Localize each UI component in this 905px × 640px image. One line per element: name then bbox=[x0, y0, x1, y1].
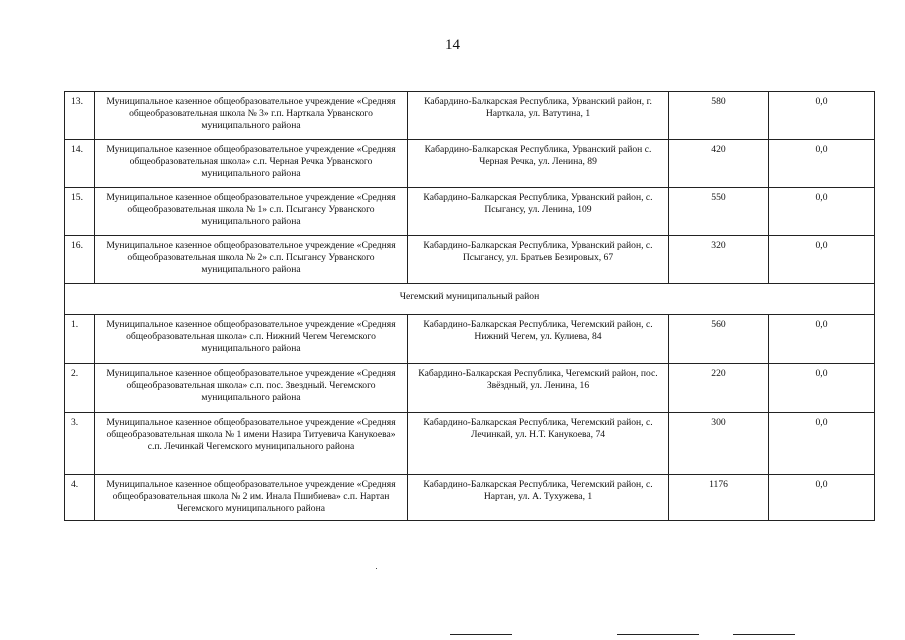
row-number: 16. bbox=[65, 236, 95, 284]
row-number: 3. bbox=[65, 413, 95, 475]
institution-address: Кабардино-Балкарская Республика, Урванский район с. Черная Речка, ул. Ленина, 89 bbox=[408, 140, 669, 188]
student-count: 300 bbox=[669, 413, 769, 475]
institution-address: Кабардино-Балкарская Республика, Урванский район, с. Псыгансу, ул. Ленина, 109 bbox=[408, 188, 669, 236]
institution-name: Муниципальное казенное общеобразовательное учреждение «Средняя общеобразовательная школа № 1 имени Назира Титуевича Канукоева» с.п. Лечинкай Чегемского муниципального района bbox=[95, 413, 408, 475]
table-row bbox=[65, 413, 875, 475]
scan-speck bbox=[376, 568, 377, 569]
table-row bbox=[65, 364, 875, 413]
institution-name: Муниципальное казенное общеобразовательное учреждение «Средняя общеобразовательная школа» с.п. пос. Звездный. Чегемского муниципального района bbox=[95, 364, 408, 413]
institution-address: Кабардино-Балкарская Республика, Урванский район, с. Псыгансу, ул. Братьев Безировых, 67 bbox=[408, 236, 669, 284]
row-number: 1. bbox=[65, 315, 95, 364]
student-count: 550 bbox=[669, 188, 769, 236]
value-cell: 0,0 bbox=[769, 315, 875, 364]
institution-address: Кабардино-Балкарская Республика, Чегемский район, с. Лечинкай, ул. Н.Т. Канукоева, 74 bbox=[408, 413, 669, 475]
row-number: 14. bbox=[65, 140, 95, 188]
institution-address: Кабардино-Балкарская Республика, Урванский район, г. Нарткала, ул. Ватутина, 1 bbox=[408, 92, 669, 140]
value-cell: 0,0 bbox=[769, 188, 875, 236]
student-count: 580 bbox=[669, 92, 769, 140]
institution-name: Муниципальное казенное общеобразовательное учреждение «Средняя общеобразовательная школа» с.п. Нижний Чегем Чегемского муниципального района bbox=[95, 315, 408, 364]
value-cell: 0,0 bbox=[769, 236, 875, 284]
student-count: 320 bbox=[669, 236, 769, 284]
page-number: 14 bbox=[445, 37, 460, 53]
section-title: Чегемский муниципальный район bbox=[65, 284, 875, 315]
institution-name: Муниципальное казенное общеобразовательное учреждение «Средняя общеобразовательная школа № 2 им. Инала Пшибиева» с.п. Нартан Чегемского муниципального района bbox=[95, 475, 408, 521]
value-cell: 0,0 bbox=[769, 413, 875, 475]
table-row bbox=[65, 92, 875, 140]
footer-line-left bbox=[450, 634, 512, 635]
value-cell: 0,0 bbox=[769, 140, 875, 188]
footer-line-middle bbox=[617, 634, 699, 635]
student-count: 220 bbox=[669, 364, 769, 413]
section-row bbox=[65, 284, 875, 315]
value-cell: 0,0 bbox=[769, 364, 875, 413]
table-row bbox=[65, 236, 875, 284]
row-number: 2. bbox=[65, 364, 95, 413]
institution-address: Кабардино-Балкарская Республика, Чегемский район, пос. Звёздный, ул. Ленина, 16 bbox=[408, 364, 669, 413]
institution-address: Кабардино-Балкарская Республика, Чегемский район, с. Нартан, ул. А. Тухужева, 1 bbox=[408, 475, 669, 521]
institution-name: Муниципальное казенное общеобразовательное учреждение «Средняя общеобразовательная школа № 1» с.п. Псыгансу Урванского муниципального района bbox=[95, 188, 408, 236]
student-count: 1176 bbox=[669, 475, 769, 521]
table-row bbox=[65, 475, 875, 521]
row-number: 13. bbox=[65, 92, 95, 140]
institution-address: Кабардино-Балкарская Республика, Чегемский район, с. Нижний Чегем, ул. Кулиева, 84 bbox=[408, 315, 669, 364]
institution-name: Муниципальное казенное общеобразовательное учреждение «Средняя общеобразовательная школа № 3» г.п. Нарткала Урванского муниципального района bbox=[95, 92, 408, 140]
table-row bbox=[65, 140, 875, 188]
student-count: 420 bbox=[669, 140, 769, 188]
institution-name: Муниципальное казенное общеобразовательное учреждение «Средняя общеобразовательная школа № 2» с.п. Псыгансу Урванского муниципального района bbox=[95, 236, 408, 284]
row-number: 15. bbox=[65, 188, 95, 236]
table-row bbox=[65, 188, 875, 236]
value-cell: 0,0 bbox=[769, 92, 875, 140]
row-number: 4. bbox=[65, 475, 95, 521]
schools-table bbox=[64, 91, 875, 521]
value-cell: 0,0 bbox=[769, 475, 875, 521]
institution-name: Муниципальное казенное общеобразовательное учреждение «Средняя общеобразовательная школа» с.п. Черная Речка Урванского муниципального района bbox=[95, 140, 408, 188]
table-row bbox=[65, 315, 875, 364]
student-count: 560 bbox=[669, 315, 769, 364]
footer-line-right bbox=[733, 634, 795, 635]
